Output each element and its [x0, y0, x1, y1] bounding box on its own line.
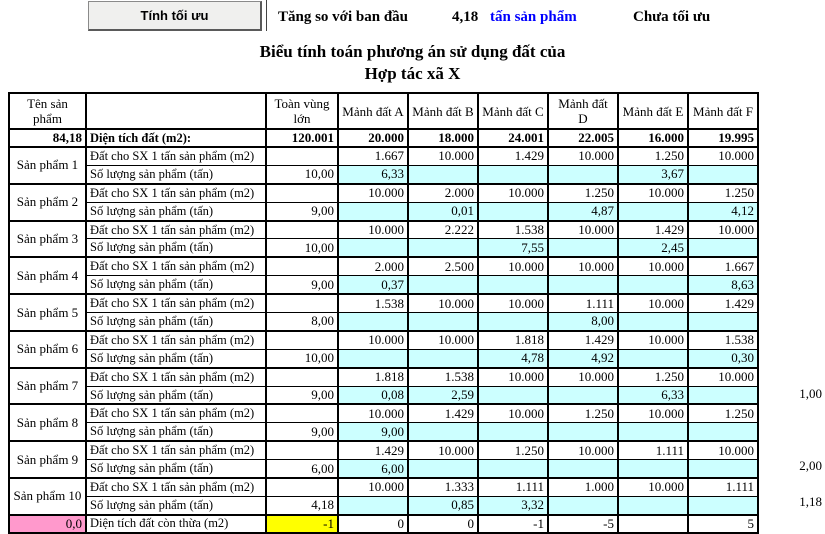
product-land-row	[9, 257, 758, 275]
qty-value-cell[interactable]: 0,01	[408, 202, 478, 220]
side-annotation[interactable]: 2,00	[799, 458, 822, 473]
header-blank-cell	[86, 93, 266, 129]
qty-value-cell[interactable]: 9,00	[338, 423, 408, 441]
land-value-cell[interactable]: 2.000	[338, 257, 408, 275]
qty-value-cell[interactable]: 0,30	[688, 349, 758, 367]
qty-value-cell[interactable]	[618, 496, 688, 514]
land-value-cell[interactable]: 1.538	[338, 294, 408, 312]
land-region-cell[interactable]	[266, 221, 338, 239]
qty-region-cell[interactable]: 10,00	[266, 165, 338, 183]
qty-label: Số lượng sản phẩm (tấn)	[86, 239, 266, 257]
qty-region-cell[interactable]: 10,00	[266, 349, 338, 367]
land-value-cell[interactable]: 1.429	[618, 221, 688, 239]
qty-value-cell[interactable]	[408, 276, 478, 294]
qty-value-cell[interactable]	[618, 202, 688, 220]
surplus-plot-value[interactable]: -5	[548, 515, 618, 533]
qty-value-cell[interactable]	[478, 460, 548, 478]
surplus-plot-value[interactable]	[618, 515, 688, 533]
product-qty-row	[9, 460, 758, 478]
land-per-ton-label: Đất cho SX 1 tấn sản phẩm (m2)	[86, 184, 266, 202]
land-value-cell[interactable]: 1.667	[338, 147, 408, 165]
qty-value-cell[interactable]	[408, 165, 478, 183]
land-per-ton-label: Đất cho SX 1 tấn sản phẩm (m2)	[86, 441, 266, 459]
land-region-cell[interactable]	[266, 331, 338, 349]
products-body	[9, 147, 758, 515]
product-name-cell: Sản phẩm 1	[9, 147, 86, 184]
land-value-cell[interactable]: 1.429	[478, 147, 548, 165]
land-value-cell[interactable]: 1.818	[478, 331, 548, 349]
qty-value-cell[interactable]	[548, 276, 618, 294]
land-per-ton-label: Đất cho SX 1 tấn sản phẩm (m2)	[86, 331, 266, 349]
land-per-ton-label: Đất cho SX 1 tấn sản phẩm (m2)	[86, 478, 266, 496]
header-plot-d: Mảnh đất D	[548, 93, 618, 129]
surplus-left-value[interactable]: 0,0	[9, 515, 86, 533]
land-region-cell[interactable]	[266, 294, 338, 312]
land-value-cell[interactable]: 10.000	[478, 184, 548, 202]
product-land-row	[9, 294, 758, 312]
qty-value-cell[interactable]: 4,78	[478, 349, 548, 367]
product-name-cell: Sản phẩm 2	[9, 184, 86, 221]
side-annotation[interactable]: 1,00	[799, 386, 822, 401]
qty-value-cell[interactable]	[688, 423, 758, 441]
qty-value-cell[interactable]	[338, 349, 408, 367]
land-value-cell[interactable]: 2.222	[408, 221, 478, 239]
land-value-cell[interactable]: 1.111	[478, 478, 548, 496]
land-value-cell[interactable]: 1.538	[478, 221, 548, 239]
qty-value-cell[interactable]	[478, 386, 548, 404]
qty-value-cell[interactable]	[478, 423, 548, 441]
land-value-cell[interactable]: 10.000	[338, 478, 408, 496]
land-value-cell[interactable]: 1.250	[688, 184, 758, 202]
qty-label: Số lượng sản phẩm (tấn)	[86, 386, 266, 404]
land-region-cell[interactable]	[266, 368, 338, 386]
area-plot-value[interactable]: 19.995	[688, 129, 758, 147]
land-value-cell[interactable]: 10.000	[688, 441, 758, 459]
land-value-cell[interactable]: 1.250	[478, 441, 548, 459]
land-per-ton-label: Đất cho SX 1 tấn sản phẩm (m2)	[86, 257, 266, 275]
header-row	[9, 93, 758, 129]
land-value-cell[interactable]: 1.429	[548, 331, 618, 349]
qty-value-cell[interactable]: 4,87	[548, 202, 618, 220]
qty-label: Số lượng sản phẩm (tấn)	[86, 423, 266, 441]
land-value-cell[interactable]: 10.000	[618, 404, 688, 422]
gridline-divider	[266, 0, 267, 31]
product-qty-row	[9, 165, 758, 183]
total-product-value[interactable]: 84,18	[9, 129, 86, 147]
product-name-cell: Sản phẩm 8	[9, 404, 86, 441]
land-value-cell[interactable]: 1.429	[688, 294, 758, 312]
land-value-cell[interactable]: 10.000	[408, 294, 478, 312]
qty-value-cell[interactable]	[548, 165, 618, 183]
header-plot-b: Mảnh đất B	[408, 93, 478, 129]
area-plot-value[interactable]: 18.000	[408, 129, 478, 147]
optimize-button[interactable]: Tính tối ưu	[88, 1, 262, 31]
land-value-cell[interactable]: 1.111	[548, 294, 618, 312]
qty-value-cell[interactable]: 8,63	[688, 276, 758, 294]
land-per-ton-label: Đất cho SX 1 tấn sản phẩm (m2)	[86, 294, 266, 312]
qty-value-cell[interactable]: 3,32	[478, 496, 548, 514]
qty-value-cell[interactable]: 2,45	[618, 239, 688, 257]
land-value-cell[interactable]: 10.000	[618, 184, 688, 202]
area-region-value[interactable]: 120.001	[266, 129, 338, 147]
qty-value-cell[interactable]	[688, 496, 758, 514]
surplus-plot-value[interactable]: 0	[408, 515, 478, 533]
land-value-cell[interactable]: 10.000	[618, 257, 688, 275]
qty-value-cell[interactable]	[338, 313, 408, 331]
land-value-cell[interactable]: 10.000	[618, 478, 688, 496]
product-qty-row	[9, 202, 758, 220]
qty-value-cell[interactable]: 0,85	[408, 496, 478, 514]
land-value-cell[interactable]: 10.000	[408, 147, 478, 165]
land-value-cell[interactable]: 1.000	[548, 478, 618, 496]
land-value-cell[interactable]: 1.429	[408, 404, 478, 422]
land-value-cell[interactable]: 1.250	[688, 404, 758, 422]
land-value-cell[interactable]: 10.000	[548, 368, 618, 386]
product-qty-row	[9, 276, 758, 294]
product-land-row	[9, 331, 758, 349]
product-name-cell: Sản phẩm 7	[9, 368, 86, 405]
qty-value-cell[interactable]	[478, 313, 548, 331]
land-per-ton-label: Đất cho SX 1 tấn sản phẩm (m2)	[86, 147, 266, 165]
qty-value-cell[interactable]	[618, 460, 688, 478]
land-value-cell[interactable]: 1.250	[548, 404, 618, 422]
land-value-cell[interactable]: 1.250	[548, 184, 618, 202]
land-value-cell[interactable]: 10.000	[618, 331, 688, 349]
land-value-cell[interactable]: 1.111	[618, 441, 688, 459]
qty-value-cell[interactable]: 4,92	[548, 349, 618, 367]
product-land-row	[9, 368, 758, 386]
qty-region-cell[interactable]: 8,00	[266, 313, 338, 331]
sheet-title-line1: Biểu tính toán phương án sử dụng đất của	[259, 42, 566, 61]
land-value-cell[interactable]: 10.000	[548, 221, 618, 239]
header-product-col: Tên sản phẩm	[9, 93, 86, 129]
qty-region-cell[interactable]: 9,00	[266, 202, 338, 220]
land-value-cell[interactable]: 1.250	[618, 147, 688, 165]
land-region-cell[interactable]	[266, 478, 338, 496]
land-value-cell[interactable]: 10.000	[478, 368, 548, 386]
product-qty-row	[9, 313, 758, 331]
area-plot-value[interactable]: 20.000	[338, 129, 408, 147]
qty-value-cell[interactable]	[338, 202, 408, 220]
land-region-cell[interactable]	[266, 404, 338, 422]
qty-value-cell[interactable]	[408, 239, 478, 257]
product-qty-row	[9, 386, 758, 404]
land-value-cell[interactable]: 10.000	[408, 331, 478, 349]
product-name-cell: Sản phẩm 6	[9, 331, 86, 368]
qty-value-cell[interactable]	[688, 460, 758, 478]
increase-value[interactable]: 4,18	[452, 9, 479, 25]
land-use-table	[8, 92, 759, 534]
land-value-cell[interactable]: 10.000	[408, 441, 478, 459]
qty-value-cell[interactable]	[618, 349, 688, 367]
land-region-cell[interactable]	[266, 184, 338, 202]
land-value-cell[interactable]: 10.000	[338, 184, 408, 202]
land-value-cell[interactable]: 1.667	[688, 257, 758, 275]
surplus-label: Diện tích đất còn thừa (m2)	[86, 515, 266, 533]
qty-value-cell[interactable]	[408, 460, 478, 478]
qty-label: Số lượng sản phẩm (tấn)	[86, 202, 266, 220]
qty-value-cell[interactable]: 6,00	[338, 460, 408, 478]
qty-region-cell[interactable]: 6,00	[266, 460, 338, 478]
product-land-row	[9, 404, 758, 422]
qty-value-cell[interactable]	[408, 313, 478, 331]
land-value-cell[interactable]: 1.818	[338, 368, 408, 386]
land-per-ton-label: Đất cho SX 1 tấn sản phẩm (m2)	[86, 221, 266, 239]
qty-value-cell[interactable]	[688, 165, 758, 183]
qty-value-cell[interactable]: 6,33	[338, 165, 408, 183]
area-plot-value[interactable]: 22.005	[548, 129, 618, 147]
surplus-plot-value[interactable]: -1	[478, 515, 548, 533]
increase-unit-label: tấn sản phẩm	[490, 9, 577, 25]
qty-region-cell[interactable]: 9,00	[266, 386, 338, 404]
qty-value-cell[interactable]	[618, 276, 688, 294]
qty-value-cell[interactable]	[478, 276, 548, 294]
product-qty-row	[9, 496, 758, 514]
qty-value-cell[interactable]	[688, 386, 758, 404]
qty-value-cell[interactable]	[548, 423, 618, 441]
product-land-row	[9, 478, 758, 496]
header-plot-a: Mảnh đất A	[338, 93, 408, 129]
product-qty-row	[9, 423, 758, 441]
surplus-row	[9, 515, 758, 533]
qty-region-cell[interactable]: 10,00	[266, 239, 338, 257]
area-row	[9, 129, 758, 147]
land-value-cell[interactable]: 10.000	[478, 294, 548, 312]
land-value-cell[interactable]: 10.000	[688, 147, 758, 165]
qty-value-cell[interactable]	[618, 313, 688, 331]
qty-label: Số lượng sản phẩm (tấn)	[86, 313, 266, 331]
qty-value-cell[interactable]: 3,67	[618, 165, 688, 183]
land-value-cell[interactable]: 10.000	[548, 257, 618, 275]
qty-value-cell[interactable]	[548, 496, 618, 514]
qty-value-cell[interactable]	[338, 496, 408, 514]
land-value-cell[interactable]: 10.000	[618, 294, 688, 312]
qty-label: Số lượng sản phẩm (tấn)	[86, 496, 266, 514]
qty-region-cell[interactable]: 9,00	[266, 276, 338, 294]
product-land-row	[9, 221, 758, 239]
product-name-cell: Sản phẩm 9	[9, 441, 86, 478]
qty-value-cell[interactable]: 2,59	[408, 386, 478, 404]
qty-value-cell[interactable]	[688, 313, 758, 331]
product-land-row	[9, 184, 758, 202]
qty-region-cell[interactable]: 9,00	[266, 423, 338, 441]
product-qty-row	[9, 239, 758, 257]
land-value-cell[interactable]: 10.000	[688, 221, 758, 239]
land-value-cell[interactable]: 1.333	[408, 478, 478, 496]
header-region-col: Toàn vùng lớn	[266, 93, 338, 129]
product-qty-row	[9, 349, 758, 367]
qty-value-cell[interactable]	[548, 460, 618, 478]
qty-value-cell[interactable]: 8,00	[548, 313, 618, 331]
side-annotation[interactable]: 1,18	[799, 494, 822, 509]
product-name-cell: Sản phẩm 5	[9, 294, 86, 331]
qty-value-cell[interactable]: 4,12	[688, 202, 758, 220]
land-value-cell[interactable]: 10.000	[548, 441, 618, 459]
header-plot-c: Mảnh đất C	[478, 93, 548, 129]
land-value-cell[interactable]: 1.250	[618, 368, 688, 386]
land-value-cell[interactable]: 1.429	[338, 441, 408, 459]
land-value-cell[interactable]: 10.000	[338, 404, 408, 422]
qty-value-cell[interactable]: 0,37	[338, 276, 408, 294]
qty-label: Số lượng sản phẩm (tấn)	[86, 165, 266, 183]
qty-value-cell[interactable]	[338, 239, 408, 257]
surplus-region-value[interactable]: -1	[266, 515, 338, 533]
sheet-title-line2: Hợp tác xã X	[364, 64, 461, 83]
qty-value-cell[interactable]	[548, 386, 618, 404]
qty-label: Số lượng sản phẩm (tấn)	[86, 349, 266, 367]
qty-value-cell[interactable]	[408, 349, 478, 367]
product-name-cell: Sản phẩm 4	[9, 257, 86, 294]
product-land-row	[9, 441, 758, 459]
qty-value-cell[interactable]	[548, 239, 618, 257]
optimization-status: Chưa tối ưu	[633, 9, 711, 25]
land-value-cell[interactable]: 10.000	[338, 221, 408, 239]
qty-value-cell[interactable]	[618, 423, 688, 441]
area-row-label: Diện tích đất (m2):	[86, 129, 266, 147]
land-value-cell[interactable]: 1.538	[688, 331, 758, 349]
land-per-ton-label: Đất cho SX 1 tấn sản phẩm (m2)	[86, 404, 266, 422]
land-value-cell[interactable]: 10.000	[338, 331, 408, 349]
qty-label: Số lượng sản phẩm (tấn)	[86, 460, 266, 478]
increase-label: Tăng so với ban đầu	[278, 9, 409, 25]
qty-value-cell[interactable]: 6,33	[618, 386, 688, 404]
product-land-row	[9, 147, 758, 165]
header-plot-e: Mảnh đất E	[618, 93, 688, 129]
land-value-cell[interactable]: 10.000	[478, 404, 548, 422]
qty-value-cell[interactable]	[478, 165, 548, 183]
header-plot-f: Mảnh đất F	[688, 93, 758, 129]
land-region-cell[interactable]	[266, 441, 338, 459]
qty-value-cell[interactable]	[688, 239, 758, 257]
land-value-cell[interactable]: 10.000	[478, 257, 548, 275]
surplus-plot-value[interactable]: 0	[338, 515, 408, 533]
land-value-cell[interactable]: 10.000	[548, 147, 618, 165]
qty-region-cell[interactable]: 4,18	[266, 496, 338, 514]
land-value-cell[interactable]: 1.111	[688, 478, 758, 496]
qty-value-cell[interactable]: 0,08	[338, 386, 408, 404]
qty-value-cell[interactable]	[478, 202, 548, 220]
surplus-plot-value[interactable]: 5	[688, 515, 758, 533]
land-value-cell[interactable]: 2.000	[408, 184, 478, 202]
product-name-cell: Sản phẩm 3	[9, 221, 86, 258]
land-value-cell[interactable]: 10.000	[688, 368, 758, 386]
qty-value-cell[interactable]: 7,55	[478, 239, 548, 257]
land-per-ton-label: Đất cho SX 1 tấn sản phẩm (m2)	[86, 368, 266, 386]
land-value-cell[interactable]: 1.538	[408, 368, 478, 386]
area-plot-value[interactable]: 16.000	[618, 129, 688, 147]
area-plot-value[interactable]: 24.001	[478, 129, 548, 147]
product-name-cell: Sản phẩm 10	[9, 478, 86, 515]
qty-value-cell[interactable]	[408, 423, 478, 441]
land-value-cell[interactable]: 2.500	[408, 257, 478, 275]
qty-label: Số lượng sản phẩm (tấn)	[86, 276, 266, 294]
land-region-cell[interactable]	[266, 257, 338, 275]
land-region-cell[interactable]	[266, 147, 338, 165]
